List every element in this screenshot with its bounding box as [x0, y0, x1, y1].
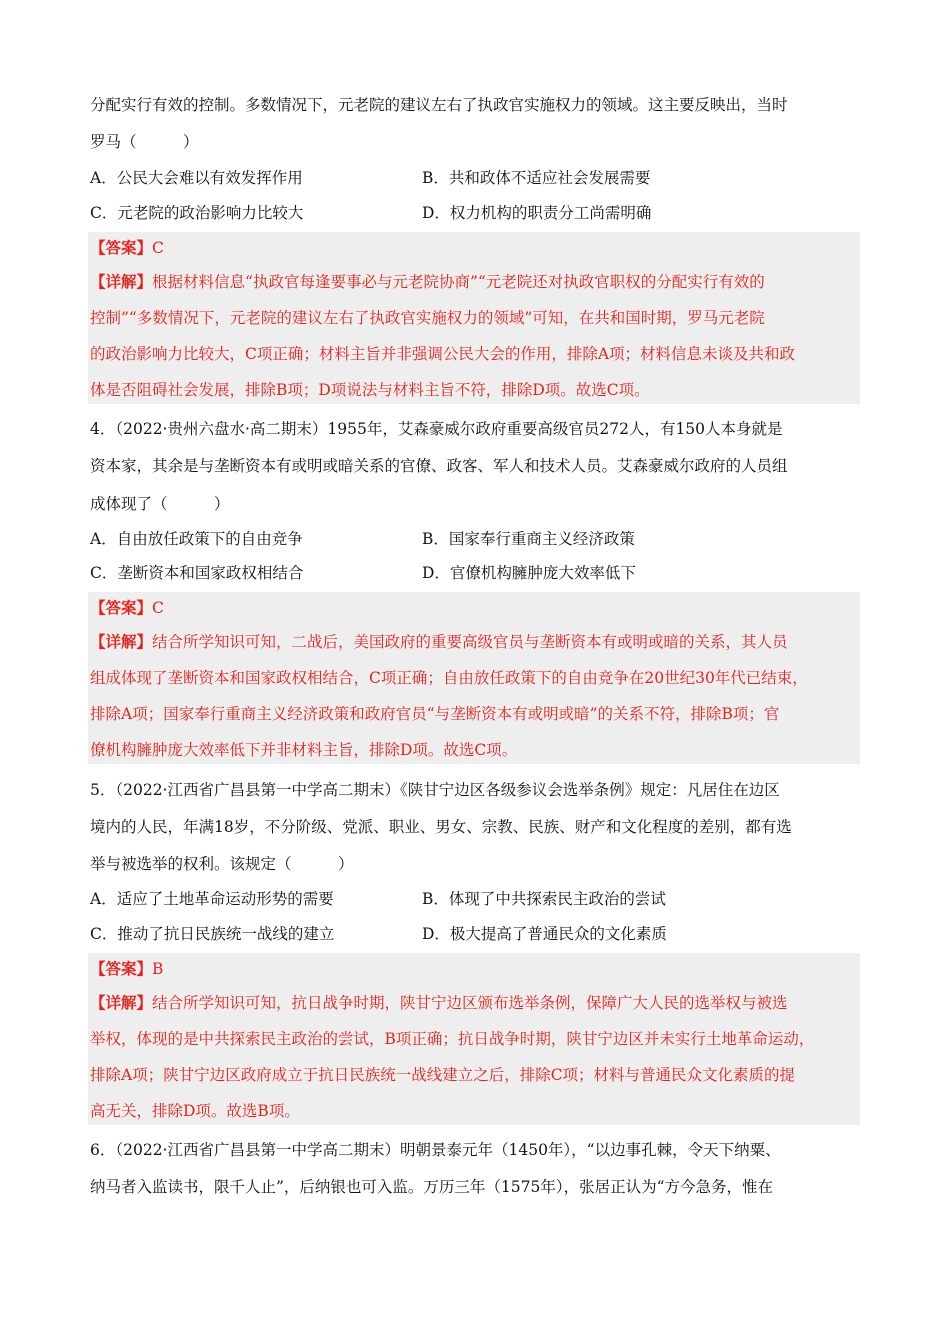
q4-option-a: A．自由放任政策下的自由竞争: [90, 530, 303, 548]
q4-detail-line-1: [90, 632, 788, 652]
q3-option-c: C．元老院的政治影响力比较大: [90, 204, 304, 222]
q3-detail-line-4: 体是否阻碍社会发展，排除B项；D项说法与材料主旨不符，排除D项。故选C项。: [90, 381, 650, 399]
q5-answer-tag: 【答案】: [90, 959, 153, 978]
q3-detail-line-2: 控制”“多数情况下，元老院的建议左右了执政官实施权力的领域”可知，在共和国时期，罗马元老院: [90, 309, 765, 327]
q4-detail-line-2: 组成体现了垄断资本和国家政权相结合，C项正确；自由放任政策下的自由竞争在20世纪30年代已结束，: [90, 669, 808, 687]
q3-option-b: B．共和政体不适应社会发展需要: [422, 169, 651, 187]
q4-answer-tag: 【答案】: [90, 598, 153, 617]
q4-detail-line-3: 排除A项；国家奉行重商主义经济政策和政府官员“与垄断资本有或明或暗”的关系不符，排除B项；官: [90, 705, 780, 723]
q4-option-c: C．垄断资本和国家政权相结合: [90, 564, 304, 582]
q3-answer-box: [88, 232, 860, 404]
q5-stem-line-3: 举与被选举的权利。该规定（ ）: [90, 855, 354, 873]
q5-detail-line-4: 高无关，排除D项。故选B项。: [90, 1102, 300, 1120]
q3-option-d: D．权力机构的职责分工尚需明确: [422, 204, 652, 222]
q5-option-d: D．极大提高了普通民众的文化素质: [422, 925, 667, 943]
q3-detail-tag: 【详解】: [90, 272, 153, 291]
q3-stem-line-2: 罗马（ ）: [90, 133, 199, 151]
q3-answer-tag: 【答案】: [90, 238, 153, 257]
q5-detail-text-1: 结合所学知识可知，抗日战争时期，陕甘宁边区颁布选举条例，保障广大人民的选举权与被选: [152, 994, 788, 1012]
q4-answer-box: [88, 592, 860, 764]
q3-detail-line-1: [90, 272, 765, 292]
q3-detail-text-1: 根据材料信息“执政官每逢要事必与元老院协商”“元老院还对执政官职权的分配实行有效的: [152, 273, 765, 291]
q3-answer-value: C: [152, 239, 164, 257]
q5-detail-line-2: 举权，体现的是中共探索民主政治的尝试，B项正确；抗日战争时期，陕甘宁边区并未实行土地革命运动，: [90, 1030, 815, 1048]
q4-stem-line-1: 4．（2022·贵州六盘水·高二期末）1955年，艾森豪威尔政府重要高级官员272人，有150人本身就是: [90, 420, 783, 438]
q3-stem-line-1: 分配实行有效的控制。多数情况下，元老院的建议左右了执政官实施权力的领域。这主要反映出，当时: [90, 96, 788, 114]
q4-option-b: B．国家奉行重商主义经济政策: [422, 530, 635, 548]
q3-option-a: A．公民大会难以有效发挥作用: [90, 169, 303, 187]
q5-answer-box: [88, 953, 860, 1125]
q5-stem-line-1: 5．（2022·江西省广昌县第一中学高二期末）《陕甘宁边区各级参议会选举条例》规定：凡居住在边区: [90, 781, 780, 799]
q5-detail-line-3: 排除A项；陕甘宁边区政府成立于抗日民族统一战线建立之后，排除C项；材料与普通民众文化素质的提: [90, 1066, 796, 1084]
q3-detail-line-3: 的政治影响力比较大，C项正确；材料主旨并非强调公民大会的作用，排除A项；材料信息未谈及共和政: [90, 345, 796, 363]
q4-stem-line-3: 成体现了（ ）: [90, 495, 230, 513]
q4-stem-line-2: 资本家，其余是与垄断资本有或明或暗关系的官僚、政客、军人和技术人员。艾森豪威尔政府的人员组: [90, 457, 788, 475]
q5-option-c: C．推动了抗日民族统一战线的建立: [90, 925, 335, 943]
q5-answer-line: [90, 959, 163, 979]
q5-option-a: A．适应了土地革命运动形势的需要: [90, 890, 334, 908]
q6-stem-line-2: 纳马者入监读书，限千人止”，后纳银也可入监。万历三年（1575年），张居正认为“方今急务，惟在: [90, 1178, 774, 1196]
q3-answer-line: [90, 238, 164, 258]
q5-answer-value: B: [152, 960, 164, 978]
q5-option-b: B．体现了中共探索民主政治的尝试: [422, 890, 666, 908]
q4-detail-line-4: 僚机构臃肿庞大效率低下并非材料主旨，排除D项。故选C项。: [90, 741, 518, 759]
q6-stem-line-1: 6．（2022·江西省广昌县第一中学高二期末）明朝景泰元年（1450年），“以边事孔棘，令天下纳粟、: [90, 1141, 781, 1159]
q4-answer-value: C: [152, 599, 164, 617]
q4-answer-line: [90, 598, 164, 618]
q5-detail-line-1: [90, 993, 788, 1013]
q5-detail-tag: 【详解】: [90, 993, 153, 1012]
q5-stem-line-2: 境内的人民，年满18岁，不分阶级、党派、职业、男女、宗教、民族、财产和文化程度的差别，都有选: [90, 818, 792, 836]
q4-detail-text-1: 结合所学知识可知，二战后，美国政府的重要高级官员与垄断资本有或明或暗的关系，其人员: [152, 633, 788, 651]
q4-detail-tag: 【详解】: [90, 632, 153, 651]
q4-option-d: D．官僚机构臃肿庞大效率低下: [422, 564, 636, 582]
